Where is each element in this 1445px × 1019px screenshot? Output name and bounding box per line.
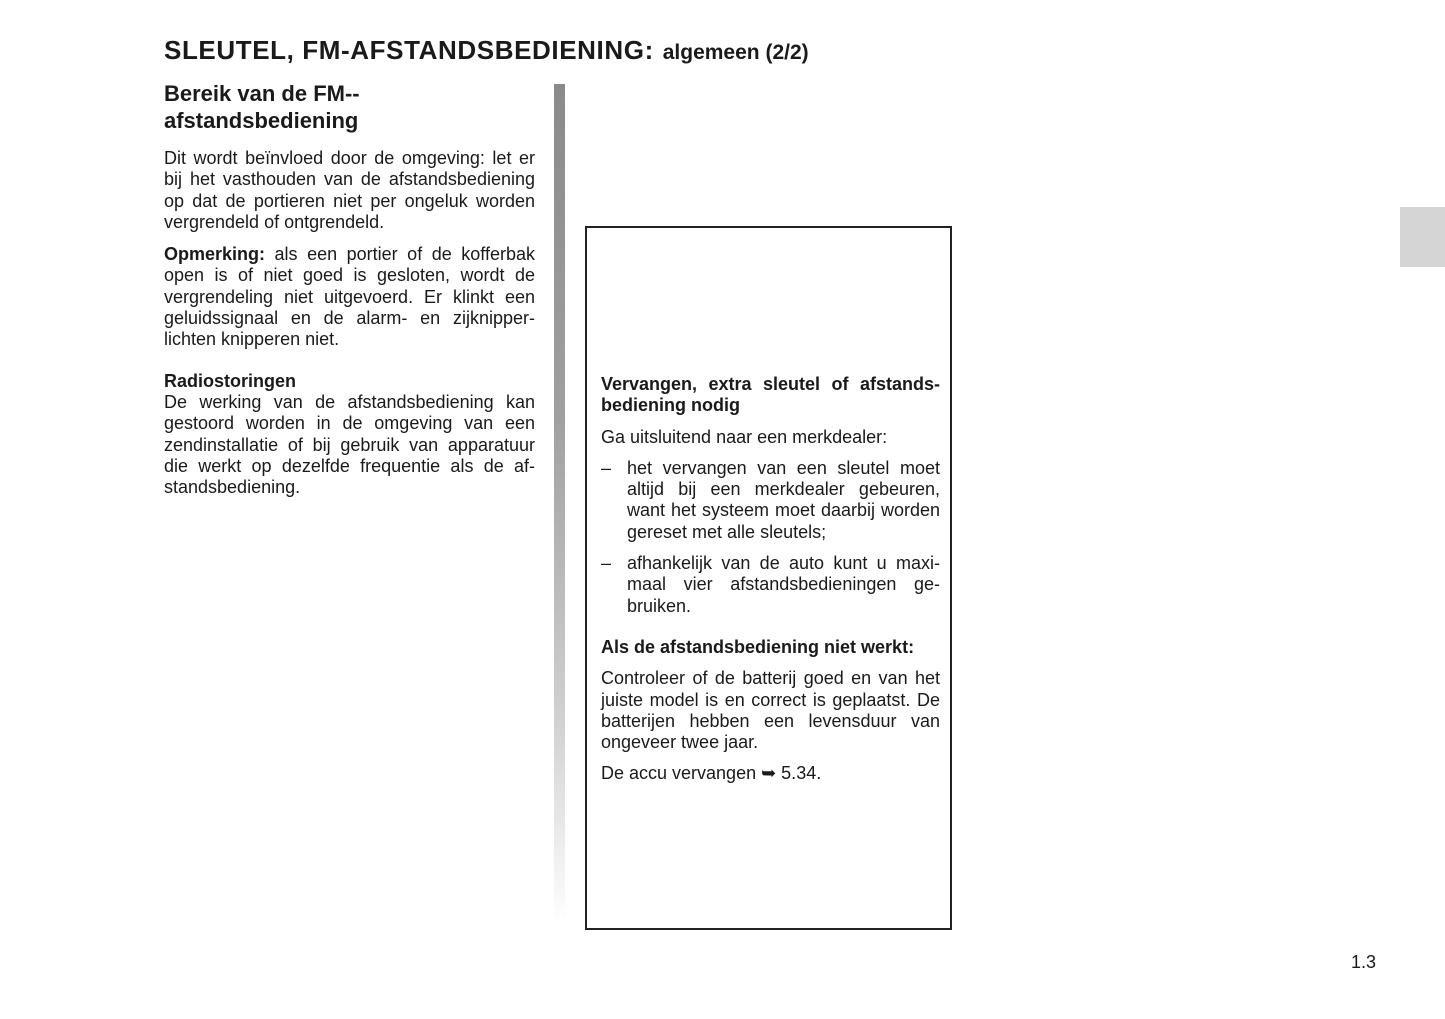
page-title <box>164 30 809 71</box>
dealer-list <box>601 458 940 617</box>
list-item-text: afhankelijk van de auto kunt u maximaal vier afstandsbedieningen gebruiken. <box>627 553 940 616</box>
section-heading-range: Bereik van de FM-afstandsbediening <box>164 81 360 133</box>
section-side-tab <box>1400 207 1445 267</box>
dealer-intro: Ga uitsluitend naar een merkdealer: <box>601 426 888 447</box>
range-paragraph: Dit wordt beïnvloed door de omgeving: let er bij het vasthouden van de afstandsbediening op dat de portieren niet per ongeluk worden vergrendeld of ontgrendeld. <box>164 148 535 232</box>
left-column <box>164 80 535 498</box>
dash-bullet: – <box>601 457 612 478</box>
accu-reference: De accu vervangen ➥ 5.34. <box>601 763 822 784</box>
radio-interference-heading: Radiostoringen <box>164 370 297 391</box>
radio-interference-paragraph: De werking van de afstandsbediening kan gestoord worden in de omgeving van een zendinstallatie of bij gebruik van apparatuur die werkt op dezelfde frequentie als de afstandsbediening. <box>164 391 535 498</box>
list-item <box>601 458 940 543</box>
dash-bullet: – <box>601 553 612 574</box>
not-working-heading: Als de afstandsbediening niet werkt: <box>601 636 915 657</box>
note-label: Opmerking: <box>164 244 266 265</box>
page-title-sub: algemeen (2/2) <box>662 41 809 64</box>
info-box-content <box>601 374 940 795</box>
list-item <box>601 553 940 617</box>
note-paragraph <box>164 244 535 350</box>
list-item-text: het vervangen van een sleutel moet altijd bij een merkdealer gebeuren, want het systeem moet daarbij worden gereset met alle sleutels; <box>627 457 940 542</box>
page-number: 1.3 <box>1351 952 1377 972</box>
info-box <box>585 226 952 930</box>
column-divider-bar <box>554 84 565 926</box>
page-title-main: SLEUTEL, FM-AFSTANDSBEDIENING: <box>164 35 654 65</box>
battery-paragraph: Controleer of de batterij goed en van het juiste model is en correct is geplaatst. De batterijen hebben een levensduur van ongeveer twee jaar. <box>601 668 940 753</box>
note-text: als een portier of de kofferbak open is of niet goed is gesloten, wordt de vergrendeling niet uitgevoerd. Er klinkt een geluidssignaal en de alarm- en zijknipperlichten knipperen niet. <box>164 244 535 350</box>
replacement-heading: Vervangen, extra sleutel of afstandsbediening nodig <box>601 374 940 416</box>
